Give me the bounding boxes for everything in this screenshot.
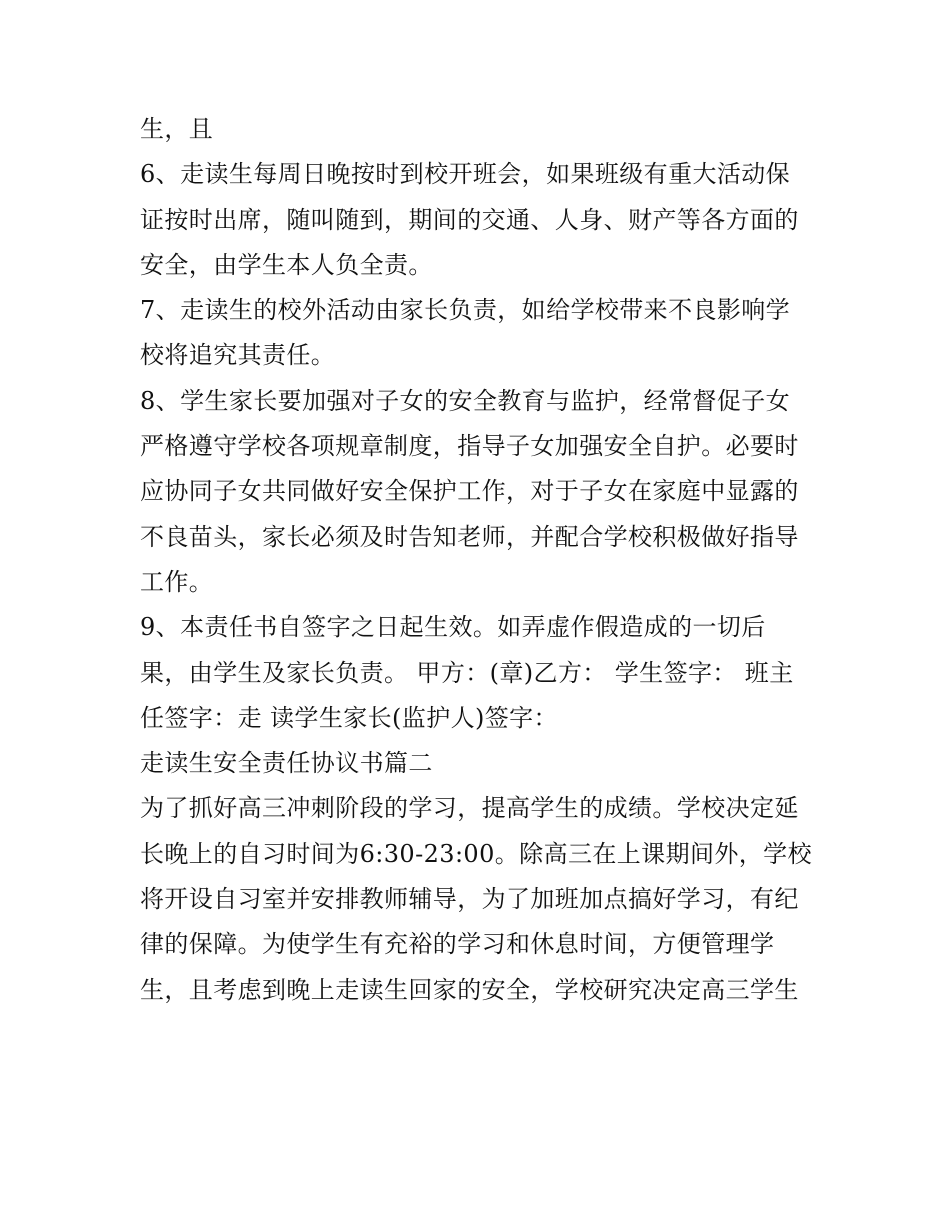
text-line: 校将追究其责任。: [140, 341, 336, 370]
text-line: 证按时出席，随叫随到，期间的交通、人身、财产等各方面的: [140, 205, 799, 234]
text-line: 严格遵守学校各项规章制度，指导子女加强安全自护。必要时: [140, 432, 799, 461]
text-line: 不良苗头，家长必须及时告知老师，并配合学校积极做好指导: [140, 522, 799, 551]
text-line: 生，且考虑到晚上走读生回家的安全，学校研究决定高三学生: [140, 975, 799, 1004]
section-heading: 走读生安全责任协议书篇二: [140, 749, 433, 778]
text-line: 8、学生家长要加强对子女的安全教育与监护，经常督促子女: [140, 386, 791, 415]
text-line: 为了抓好高三冲刺阶段的学习，提高学生的成绩。学校决定延: [140, 794, 799, 823]
text-line: 9、本责任书自签字之日起生效。如弄虚作假造成的一切后: [140, 613, 766, 642]
text-line: 将开设自习室并安排教师辅导，为了加班加点搞好学习，有纪: [140, 885, 799, 914]
text-line: 6、走读生每周日晚按时到校开班会，如果班级有重大活动保: [140, 160, 791, 189]
text-line: 长晚上的自习时间为6:30-23:00。除高三在上课期间外，学校: [140, 839, 812, 868]
text-line: 律的保障。为使学生有充裕的学习和休息时间，方便管理学: [140, 930, 775, 959]
text-line: 工作。: [140, 567, 214, 596]
text-line: 任签字：走 读学生家长(监护人)签字：: [140, 703, 558, 732]
text-line: 生，且: [140, 115, 214, 143]
text-line: 果，由学生及家长负责。 甲方：(章)乙方： 学生签字： 班主: [140, 658, 794, 687]
text-line: 安全，由学生本人负全责。: [140, 250, 433, 279]
document-body: [140, 107, 820, 1013]
text-line: 应协同子女共同做好安全保护工作，对于子女在家庭中显露的: [140, 477, 799, 506]
text-line: 7、走读生的校外活动由家长负责，如给学校带来不良影响学: [140, 296, 791, 325]
